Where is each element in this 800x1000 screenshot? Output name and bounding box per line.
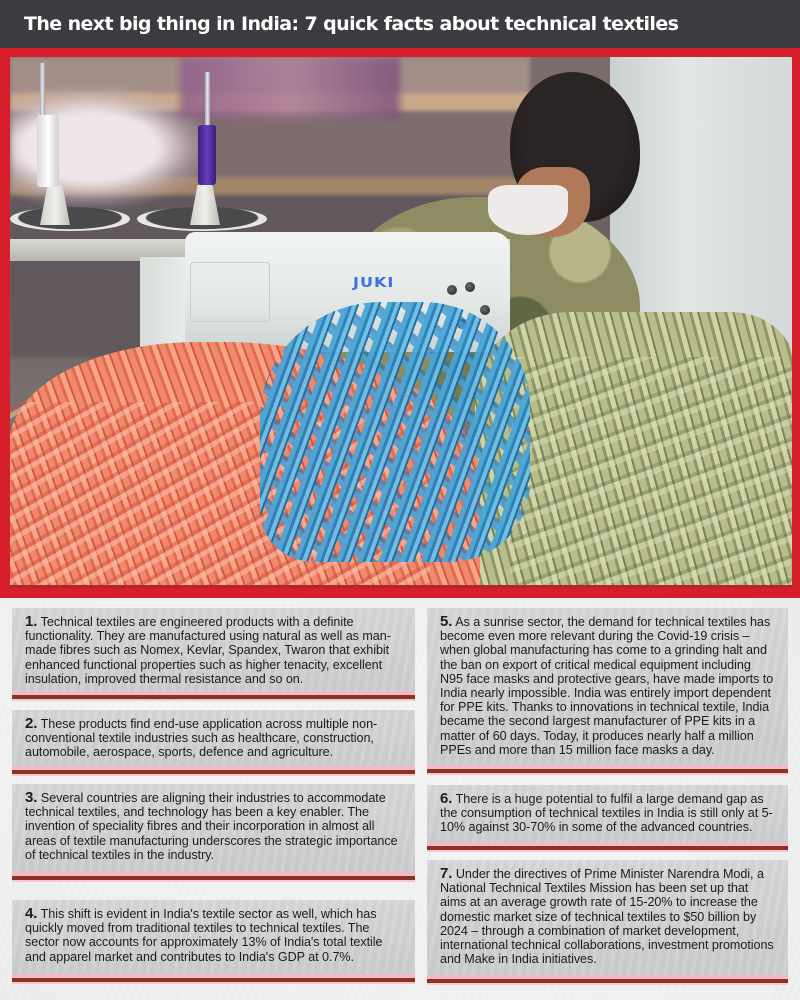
machine-knob-icon	[465, 282, 475, 292]
page-title: The next big thing in India: 7 quick facts about technical textiles	[0, 0, 800, 48]
spool-plate	[10, 207, 130, 231]
green-fabric-texture	[510, 357, 792, 588]
spool-pin	[40, 63, 45, 123]
machine-knob-icon	[480, 305, 490, 315]
fact-card-1	[12, 608, 415, 699]
fact-text: Technical textiles are engineered products with a definite functionality. They are manufactured using natural as well as man-made fibres such as Nomex, Kevlar, Spandex, Twaron that exhibit enhanced functional properties such as higher tenacity, excellent insulation, improved thermal resistance and so on.	[25, 615, 391, 686]
machine-knob-icon	[447, 285, 457, 295]
fact-text: There is a huge potential to fulfil a large demand gap as the consumption of technical textiles in India is still only at 5-10% against 30-70% in some of the advanced countries.	[440, 792, 773, 835]
machine-brand-logo: JUKI	[353, 274, 395, 291]
fact-number: 2.	[25, 715, 38, 732]
fact-card-3	[12, 784, 415, 880]
spool-pin	[205, 72, 210, 132]
fact-number: 6.	[440, 790, 453, 807]
fact-number: 3.	[25, 789, 38, 806]
fact-card-4	[12, 900, 415, 982]
fact-text: As a sunrise sector, the demand for technical textiles has become even more relevant during the Covid-19 crisis – when global manufacturing has come to a grinding halt and the ban on export of critical medical equipment including N95 face masks and protective gears, have made imports to India nearly impossible. India was entirely import dependent for PPE kits. Thanks to innovations in technical textile, India became the second largest manufacturer of PPE kits in a matter of 60 days. Today, it produces nearly half a million PPEs and more than 15 million face masks a day.	[440, 615, 774, 757]
sewing-machine-panel	[190, 262, 270, 322]
blue-fabric-pile	[260, 302, 530, 562]
purple-thread-spool	[198, 125, 216, 185]
hero-photo	[10, 57, 792, 588]
fact-number: 4.	[25, 905, 38, 922]
fact-text: This shift is evident in India's textile sector as well, which has quickly moved from traditional textiles to technical textiles. The sector now accounts for approximately 13% of India's total textile and apparel market and contributes to India's GDP at 0.7%.	[25, 907, 383, 964]
face-mask	[488, 185, 568, 235]
white-thread-spool	[37, 115, 59, 187]
fact-card-6	[427, 785, 788, 850]
fact-number: 5.	[440, 613, 453, 630]
fact-text: Several countries are aligning their industries to accommodate technical textiles, and technology has been a key enabler. The invention of speciality fibres and their incorporation in almost all areas of textile manufacturing underscores the strategic importance of technical textiles in the industry.	[25, 791, 398, 862]
background-fabric	[180, 57, 400, 117]
fact-text: These products find end-use application across multiple non-conventional textile industries such as healthcare, construction, automobile, aerospace, sports, defence and agriculture.	[25, 717, 378, 760]
fact-card-5	[427, 608, 788, 773]
fact-card-7	[427, 860, 788, 983]
fact-text: Under the directives of Prime Minister Narendra Modi, a National Technical Textiles Mission has been set up that aims at an average growth rate of 15-20% to increase the domestic market size of technical textiles to $50 billion by 2024 – through a combination of market development, international technical collaborations, investment promotions and Make in India initiatives.	[440, 867, 774, 967]
fact-number: 7.	[440, 865, 453, 882]
fact-number: 1.	[25, 613, 38, 630]
fact-card-2	[12, 710, 415, 774]
